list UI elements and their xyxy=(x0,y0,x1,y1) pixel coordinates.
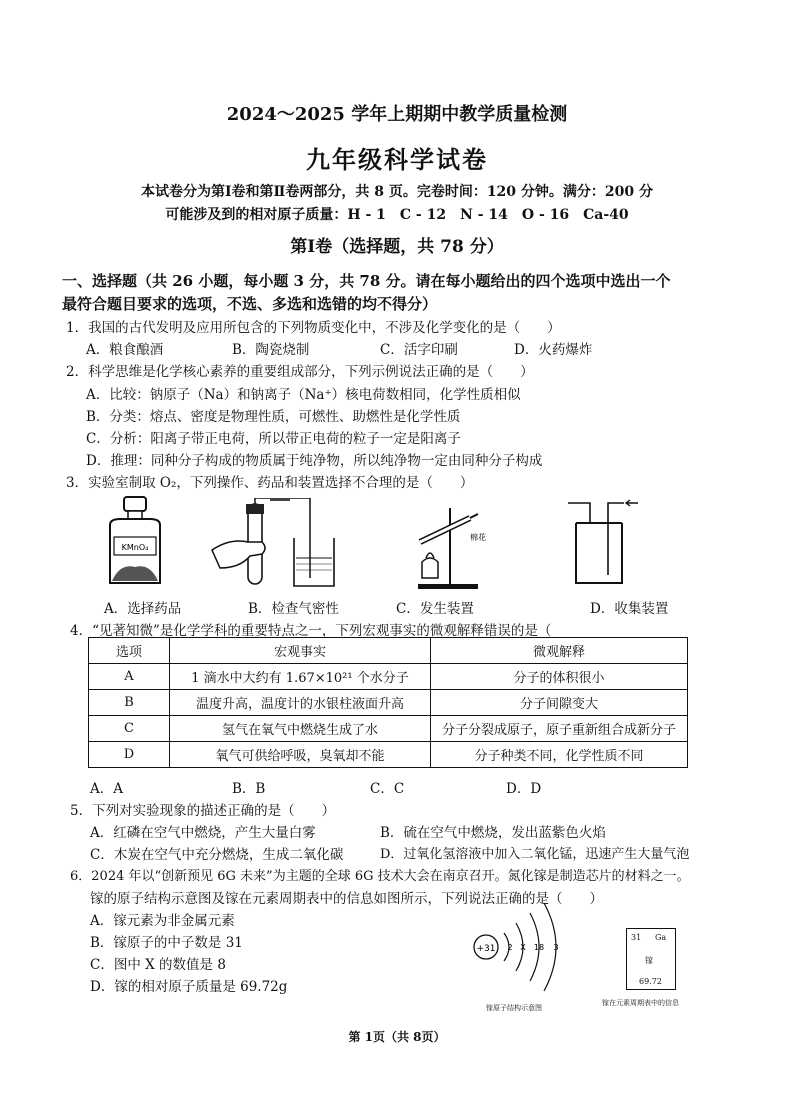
airtightness-figure xyxy=(210,498,360,593)
table-row xyxy=(89,716,688,742)
table-header-cell: 微观解释 xyxy=(431,638,688,664)
q6-stem-2: 镓的原子结构示意图及镓在元素周期表中的信息如图所示，下列说法正确的是（ ） xyxy=(90,891,603,907)
table-cell: B xyxy=(89,690,170,716)
generation-apparatus-figure xyxy=(400,498,500,593)
q4-option-c: C．C xyxy=(370,781,405,797)
q4-stem: 4．“见著知微”是化学学科的重要特点之一，下列宏观事实的微观解释错误的是（ xyxy=(70,623,552,639)
element-symbol: Ga xyxy=(655,933,667,942)
q3-stem: 3．实验室制取 O₂，下列操作、药品和装置选择不合理的是（ ） xyxy=(66,475,474,491)
atom-shell-4: 3 xyxy=(553,943,559,952)
table-cell: 氧气可供给呼吸，臭氧却不能 xyxy=(170,742,431,768)
q5-option-b: B．硫在空气中燃烧，发出蓝紫色火焰 xyxy=(380,825,606,841)
table-cell: 分子的体积很小 xyxy=(431,664,688,690)
table-header-row xyxy=(89,638,688,664)
q1-option-c: C．活字印刷 xyxy=(380,342,458,358)
table-cell: 温度升高，温度计的水银柱液面升高 xyxy=(170,690,431,716)
atomic-mass: 69.72 xyxy=(639,977,662,986)
q3-option-a: A．选择药品 xyxy=(104,601,182,617)
element-name: 镓 xyxy=(645,956,653,965)
q5-option-c: C．木炭在空气中充分燃烧，生成二氧化碳 xyxy=(90,847,344,863)
collection-bottle-figure xyxy=(560,495,640,590)
atom-nucleus: +31 xyxy=(476,944,496,954)
table-cell: 分子分裂成原子，原子重新组合成新分子 xyxy=(431,716,688,742)
periodic-cell xyxy=(626,928,676,990)
q2-option-c: C．分析：阳离子带正电荷，所以带正电荷的粒子一定是阳离子 xyxy=(86,431,461,447)
q3-option-d: D．收集装置 xyxy=(590,601,669,617)
q1-stem: 1．我国的古代发明及应用所包含的下列物质变化中，不涉及化学变化的是（ ） xyxy=(66,320,561,336)
table-cell: A xyxy=(89,664,170,690)
periodic-cell-caption: 镓在元素周期表中的信息 xyxy=(602,999,679,1007)
table-row xyxy=(89,690,688,716)
q2-option-b: B．分类：熔点、密度是物理性质，可燃性、助燃性是化学性质 xyxy=(86,409,461,425)
exam-info-line-1: 本试卷分为第Ⅰ卷和第Ⅱ卷两部分，共 8 页。完卷时间：120 分钟。满分：200 分 xyxy=(140,184,654,200)
q1-option-d: D．火药爆炸 xyxy=(514,342,593,358)
part-instructions-2: 最符合题目要求的选项，不选、多选和选错的均不得分） xyxy=(62,295,438,313)
q6-option-a: A．镓元素为非金属元素 xyxy=(90,913,235,929)
q2-stem: 2．科学思维是化学核心素养的重要组成部分，下列示例说法正确的是（ ） xyxy=(66,364,534,380)
atom-shell-2: X xyxy=(520,943,526,952)
atomic-number: 31 xyxy=(631,933,642,942)
table-cell: D xyxy=(89,742,170,768)
q6-option-c: C．图中 X 的数值是 8 xyxy=(90,957,226,973)
table-cell: 分子种类不同，化学性质不同 xyxy=(431,742,688,768)
table-cell: 1 滴水中大约有 1.67×10²¹ 个水分子 xyxy=(170,664,431,690)
q4-table xyxy=(88,637,688,768)
table-header-cell: 宏观事实 xyxy=(170,638,431,664)
q1-option-a: A．粮食酿酒 xyxy=(86,342,164,358)
q2-option-d: D．推理：同种分子构成的物质属于纯净物，所以纯净物一定由同种分子构成 xyxy=(86,453,543,469)
q1-option-b: B．陶瓷烧制 xyxy=(232,342,310,358)
q4-option-d: D．D xyxy=(506,781,542,797)
q3-option-c: C．发生装置 xyxy=(396,601,474,617)
reagent-bottle-figure xyxy=(100,495,170,590)
table-row xyxy=(89,742,688,768)
q5-option-a: A．红磷在空气中燃烧，产生大量白雾 xyxy=(90,825,316,841)
atom-shell-1: 2 xyxy=(507,943,513,952)
paper-title: 九年级科学试卷 xyxy=(306,145,488,174)
table-header-cell: 选项 xyxy=(89,638,170,664)
q6-stem-1: 6．2024 年以“创新预见 6G 未来”为主题的全球 6G 技术大会在南京召开。氮化镓是制造芯片的材料之一。 xyxy=(70,869,690,884)
q5-stem: 5．下列对实验现象的描述正确的是（ ） xyxy=(70,803,336,819)
q3-option-b: B．检查气密性 xyxy=(248,601,339,617)
q5-option-d: D．过氧化氢溶液中加入二氧化锰，迅速产生大量气泡 xyxy=(380,847,690,862)
atom-shell-3: 18 xyxy=(533,943,545,952)
cotton-label: 棉花 xyxy=(470,533,486,542)
exam-info-line-2: 可能涉及到的相对原子质量：H - 1 C - 12 N - 14 O - 16 Ca-40 xyxy=(165,207,629,223)
page-number: 第 1页（共 8页） xyxy=(348,1030,446,1044)
part-instructions-1: 一、选择题（共 26 小题，每小题 3 分，共 78 分。请在每小题给出的四个选项中选出一个 xyxy=(62,272,671,290)
bottle-label: KMnO₄ xyxy=(121,543,149,552)
q4-option-b: B．B xyxy=(232,781,266,797)
table-cell: C xyxy=(89,716,170,742)
q6-option-b: B．镓原子的中子数是 31 xyxy=(90,935,243,951)
exam-title: 2024～2025 学年上期期中教学质量检测 xyxy=(226,104,568,125)
table-cell: 分子间隙变大 xyxy=(431,690,688,716)
q4-option-a: A．A xyxy=(90,781,123,797)
atom-diagram-caption: 镓原子结构示意图 xyxy=(486,1004,542,1012)
section-title: 第Ⅰ卷（选择题，共 78 分） xyxy=(290,237,504,257)
table-cell: 氢气在氧气中燃烧生成了水 xyxy=(170,716,431,742)
q6-option-d: D．镓的相对原子质量是 69.72g xyxy=(90,979,288,995)
gallium-atom-diagram xyxy=(470,895,590,995)
q2-option-a: A．比较：钠原子（Na）和钠离子（Na⁺）核电荷数相同，化学性质相似 xyxy=(86,387,521,403)
table-row xyxy=(89,664,688,690)
